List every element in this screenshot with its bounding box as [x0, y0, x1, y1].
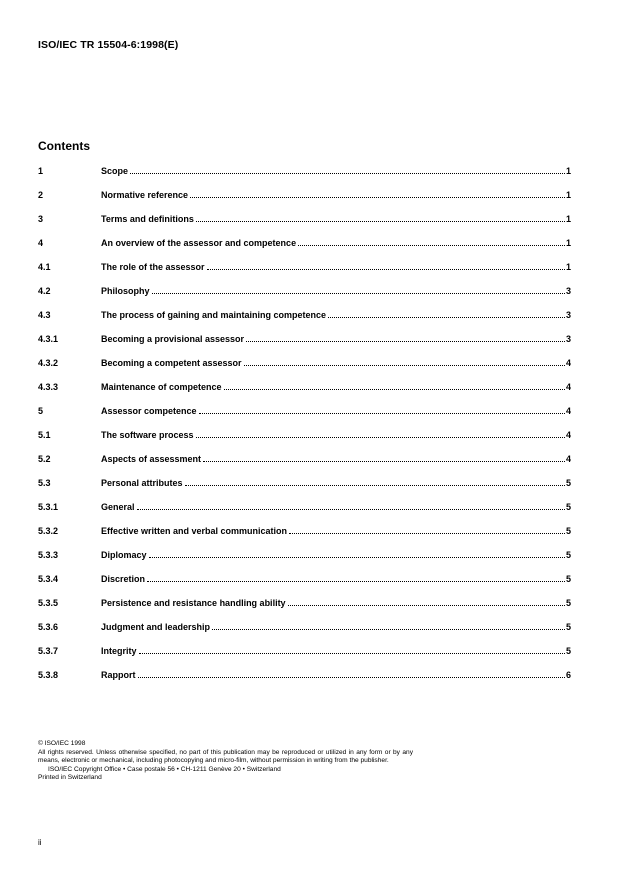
toc-entry-number: 5.3 [38, 478, 51, 488]
toc-entry[interactable] [38, 405, 571, 429]
toc-entry[interactable] [38, 549, 571, 573]
toc-entry-number: 3 [38, 214, 44, 224]
toc-entry-page: 1 [565, 166, 571, 176]
toc-entry[interactable] [38, 165, 571, 189]
toc-entry-page: 4 [565, 382, 571, 392]
toc-entry-number: 5.3.3 [38, 550, 59, 560]
toc-entry-page: 1 [565, 190, 571, 200]
toc-entry-page: 4 [565, 430, 571, 440]
dot-leader [203, 461, 565, 462]
toc-entry-number: 5.1 [38, 430, 51, 440]
dot-leader [207, 269, 565, 270]
rights-statement: All rights reserved. Unless otherwise specified, no part of this publication may be reproduced or utilized in any form or by any means, electronic or mechanical, including photocopying and micro-film, without permission in writing from the publisher. [38, 748, 413, 764]
copyright-office-address: ISO/IEC Copyright Office • Case postale 56 • CH-1211 Genève 20 • Switzerland [48, 765, 281, 773]
toc-entry[interactable] [38, 189, 571, 213]
toc-entry-title: Judgment and leadership [101, 622, 211, 632]
dot-leader [246, 341, 565, 342]
dot-leader [298, 245, 565, 246]
toc-entry[interactable] [38, 213, 571, 237]
dot-leader [130, 173, 565, 174]
toc-entry-line [101, 501, 571, 513]
toc-entry-title: Terms and definitions [101, 214, 194, 224]
toc-entry-title: The role of the assessor [101, 262, 205, 272]
toc-entry-title: Becoming a provisional assessor [101, 334, 245, 344]
toc-entry-number: 2 [38, 190, 44, 200]
dot-leader [152, 293, 565, 294]
dot-leader [328, 317, 565, 318]
table-of-contents [38, 165, 571, 693]
toc-entry-page: 5 [565, 478, 571, 488]
dot-leader [185, 485, 565, 486]
page-number: ii [38, 838, 42, 847]
toc-entry-number: 5 [38, 406, 44, 416]
toc-entry[interactable] [38, 477, 571, 501]
toc-entry[interactable] [38, 621, 571, 645]
toc-entry-page: 1 [565, 214, 571, 224]
contents-heading: Contents [38, 139, 90, 153]
toc-entry-title: Maintenance of competence [101, 382, 222, 392]
dot-leader [224, 389, 565, 390]
dot-leader [149, 557, 565, 558]
toc-entry-title: Rapport [101, 670, 136, 680]
toc-entry-number: 4.3.2 [38, 358, 59, 368]
dot-leader [137, 509, 565, 510]
copyright-notice [38, 740, 413, 783]
toc-entry[interactable] [38, 285, 571, 309]
toc-entry-number: 5.3.1 [38, 502, 59, 512]
dot-leader [196, 221, 565, 222]
toc-entry-line [101, 525, 571, 537]
toc-entry[interactable] [38, 333, 571, 357]
dot-leader [147, 581, 565, 582]
toc-entry-title: Effective written and verbal communication [101, 526, 288, 536]
toc-entry-line [101, 381, 571, 393]
toc-entry-number: 4 [38, 238, 44, 248]
copyright-line: © ISO/IEC 1998 [38, 740, 86, 747]
toc-entry[interactable] [38, 597, 571, 621]
toc-entry[interactable] [38, 573, 571, 597]
toc-entry-line [101, 285, 571, 297]
toc-entry-line [101, 429, 571, 441]
toc-entry-page: 4 [565, 406, 571, 416]
toc-entry-page: 3 [565, 334, 571, 344]
toc-entry-line [101, 213, 571, 225]
toc-entry-number: 4.1 [38, 262, 51, 272]
toc-entry[interactable] [38, 669, 571, 693]
toc-entry-page: 5 [565, 526, 571, 536]
toc-entry[interactable] [38, 237, 571, 261]
dot-leader [244, 365, 565, 366]
toc-entry-title: Persistence and resistance handling ability [101, 598, 286, 608]
toc-entry-line [101, 309, 571, 321]
dot-leader [288, 605, 565, 606]
toc-entry-number: 4.3 [38, 310, 51, 320]
toc-entry-page: 5 [565, 622, 571, 632]
toc-entry-number: 5.3.7 [38, 646, 59, 656]
toc-entry[interactable] [38, 309, 571, 333]
toc-entry-line [101, 357, 571, 369]
toc-entry-line [101, 477, 571, 489]
toc-entry-line [101, 189, 571, 201]
toc-entry-number: 5.3.8 [38, 670, 59, 680]
toc-entry-number: 5.3.4 [38, 574, 59, 584]
toc-entry-number: 4.3.3 [38, 382, 59, 392]
toc-entry-number: 1 [38, 166, 44, 176]
toc-entry[interactable] [38, 261, 571, 285]
toc-entry-line [101, 261, 571, 273]
toc-entry-title: Scope [101, 166, 129, 176]
dot-leader [212, 629, 565, 630]
dot-leader [196, 437, 565, 438]
toc-entry-line [101, 333, 571, 345]
toc-entry-line [101, 165, 571, 177]
toc-entry-title: Philosophy [101, 286, 150, 296]
toc-entry-page: 3 [565, 310, 571, 320]
toc-entry-title: Personal attributes [101, 478, 183, 488]
toc-entry-title: Assessor competence [101, 406, 197, 416]
toc-entry-title: General [101, 502, 135, 512]
toc-entry-page: 1 [565, 262, 571, 272]
toc-entry-page: 3 [565, 286, 571, 296]
toc-entry-title: An overview of the assessor and competence [101, 238, 297, 248]
toc-entry[interactable] [38, 453, 571, 477]
toc-entry[interactable] [38, 501, 571, 525]
toc-entry-line [101, 405, 571, 417]
toc-entry-line [101, 237, 571, 249]
dot-leader [139, 653, 565, 654]
toc-entry-title: Integrity [101, 646, 137, 656]
toc-entry-line [101, 669, 571, 681]
toc-entry[interactable] [38, 525, 571, 549]
toc-entry-page: 6 [565, 670, 571, 680]
toc-entry-line [101, 645, 571, 657]
toc-entry-line [101, 453, 571, 465]
dot-leader [190, 197, 565, 198]
toc-entry-line [101, 573, 571, 585]
toc-entry-number: 5.2 [38, 454, 51, 464]
toc-entry-title: Becoming a competent assessor [101, 358, 242, 368]
toc-entry-number: 5.3.2 [38, 526, 59, 536]
toc-entry-title: Diplomacy [101, 550, 147, 560]
toc-entry-title: Discretion [101, 574, 146, 584]
document-identifier: ISO/IEC TR 15504-6:1998(E) [38, 39, 179, 51]
toc-entry[interactable] [38, 645, 571, 669]
toc-entry-page: 4 [565, 358, 571, 368]
dot-leader [138, 677, 565, 678]
toc-entry-line [101, 621, 571, 633]
toc-entry-line [101, 549, 571, 561]
toc-entry-title: The software process [101, 430, 194, 440]
toc-entry[interactable] [38, 357, 571, 381]
toc-entry[interactable] [38, 381, 571, 405]
dot-leader [199, 413, 565, 414]
toc-entry-page: 5 [565, 646, 571, 656]
toc-entry-number: 5.3.5 [38, 598, 59, 608]
toc-entry-number: 4.2 [38, 286, 51, 296]
toc-entry-number: 4.3.1 [38, 334, 59, 344]
toc-entry-line [101, 597, 571, 609]
printed-location: Printed in Switzerland [38, 774, 102, 781]
toc-entry-title: Normative reference [101, 190, 189, 200]
toc-entry-number: 5.3.6 [38, 622, 59, 632]
toc-entry-page: 5 [565, 574, 571, 584]
toc-entry-title: The process of gaining and maintaining competence [101, 310, 327, 320]
dot-leader [289, 533, 565, 534]
toc-entry[interactable] [38, 429, 571, 453]
toc-entry-page: 5 [565, 502, 571, 512]
toc-entry-title: Aspects of assessment [101, 454, 202, 464]
toc-entry-page: 1 [565, 238, 571, 248]
toc-entry-page: 5 [565, 550, 571, 560]
toc-entry-page: 5 [565, 598, 571, 608]
toc-entry-page: 4 [565, 454, 571, 464]
